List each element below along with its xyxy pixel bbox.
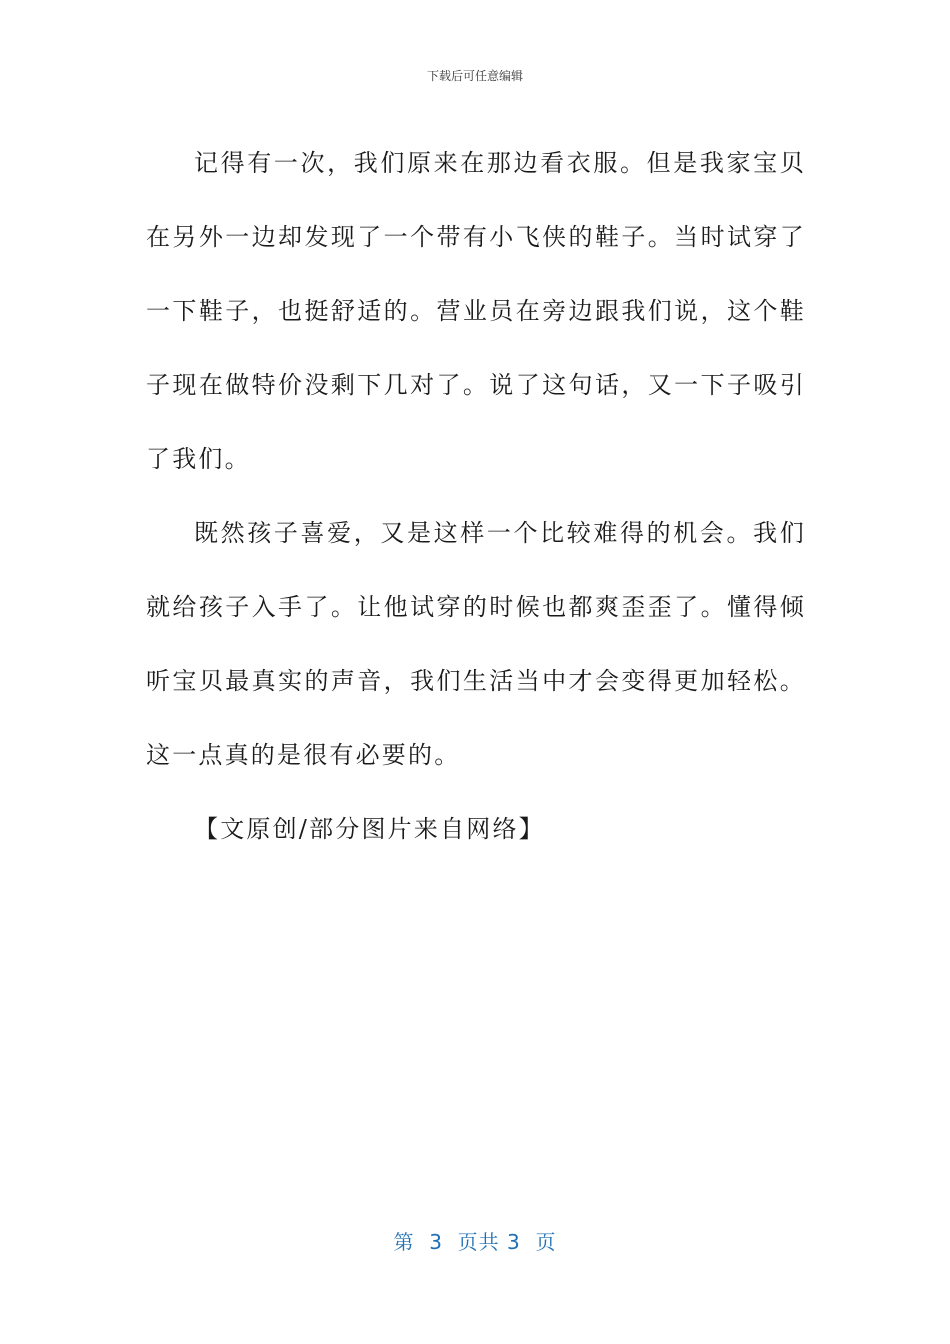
paragraph-2: 既然孩子喜爱，又是这样一个比较难得的机会。我们就给孩子入手了。让他试穿的时候也都爽歪歪了。懂得倾听宝贝最真实的声音，我们生活当中才会变得更加轻松。这一点真的是很有必要的。 <box>146 519 806 769</box>
source-note: 【文原创/部分图片来自网络】 <box>194 815 545 843</box>
header-note: 下载后可任意编辑 <box>426 69 523 83</box>
document-body <box>146 126 806 866</box>
page-number: 第 3 页共 3 页 <box>393 1230 557 1254</box>
paragraph-1: 记得有一次，我们原来在那边看衣服。但是我家宝贝在另外一边却发现了一个带有小飞侠的鞋子。当时试穿了一下鞋子，也挺舒适的。营业员在旁边跟我们说，这个鞋子现在做特价没剩下几对了。说了这句话，又一下子吸引了我们。 <box>146 149 806 473</box>
